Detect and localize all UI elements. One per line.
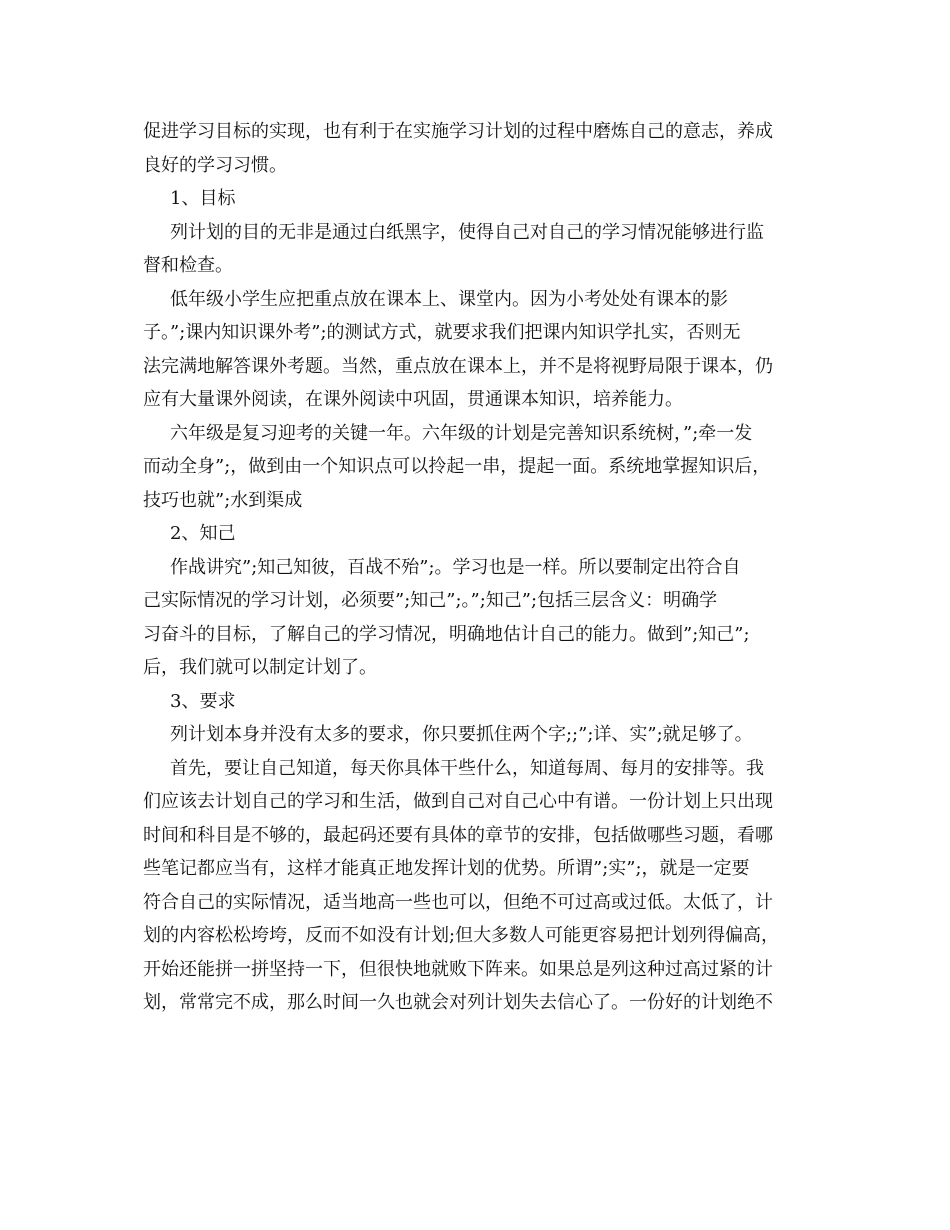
text-line: 促进学习目标的实现，也有利于在实施学习计划的过程中磨炼自己的意志，养成	[143, 121, 773, 142]
text-line: 开始还能拼一拼坚持一下，但很快地就败下阵来。如果总是列这种过高过紧的计	[143, 958, 773, 980]
text-line: 法完满地解答课外考题。当然，重点放在课本上，并不是将视野局限于课本，仍	[143, 355, 773, 377]
document-body	[143, 115, 813, 1020]
text-line: 良好的学习习惯。	[143, 154, 287, 176]
text-line: 技巧也就”;水到渠成	[143, 489, 303, 511]
text-line: 时间和科目是不够的，最起码还要有具体的章节的安排，包括做哪些习题，看哪	[143, 824, 773, 846]
text-line: 低年级小学生应把重点放在课本上、课堂内。因为小考处处有课本的影	[170, 288, 728, 310]
text-line: 2、知己	[170, 523, 236, 544]
text-line: 六年级是复习迎考的关键一年。六年级的计划是完善知识系统树，”;牵一发	[170, 422, 753, 444]
text-line: 应有大量课外阅读，在课外阅读中巩固，贯通课本知识，培养能力。	[143, 389, 683, 410]
text-line: 列计划本身并没有太多的要求，你只要抓住两个字;;”;详、实”;就足够了。	[170, 724, 753, 745]
text-line: 作战讲究”;知己知彼，百战不殆”;。学习也是一样。所以要制定出符合自	[170, 556, 741, 578]
text-line: 1、目标	[170, 188, 236, 209]
text-line: 而动全身”;，做到由一个知识点可以拎起一串，提起一面。系统地掌握知识后，	[143, 456, 771, 477]
text-line: 列计划的目的无非是通过白纸黑字，使得自己对自己的学习情况能够进行监	[170, 221, 764, 243]
text-line: 督和检查。	[143, 255, 233, 276]
text-line: 习奋斗的目标，了解自己的学习情况，明确地估计自己的能力。做到”;知己”;	[143, 623, 750, 645]
text-line: 子。”;课内知识课外考”;的测试方式，就要求我们把课内知识学扎实，否则无	[143, 322, 741, 343]
text-line: 划的内容松松垮垮，反而不如没有计划;但大多数人可能更容易把计划列得偏高，	[143, 925, 780, 946]
text-line: 己实际情况的学习计划，必须要”;知己”;。”;知己”;包括三层含义：明确学	[143, 590, 718, 611]
text-line: 划，常常完不成，那么时间一久也就会对列计划失去信心了。一份好的计划绝不	[143, 992, 773, 1013]
text-line: 们应该去计划自己的学习和生活，做到自己对自己心中有谱。一份计划上只出现	[143, 791, 773, 812]
text-line: 符合自己的实际情况，适当地高一些也可以，但绝不可过高或过低。太低了，计	[143, 891, 773, 913]
text-line: 后，我们就可以制定计划了。	[143, 657, 377, 678]
text-line: 3、要求	[170, 690, 236, 712]
text-line: 首先，要让自己知道，每天你具体干些什么，知道每周、每月的安排等。我	[170, 757, 764, 779]
text-line: 些笔记都应当有，这样才能真正地发挥计划的优势。所谓”;实”;，就是一定要	[143, 858, 750, 879]
